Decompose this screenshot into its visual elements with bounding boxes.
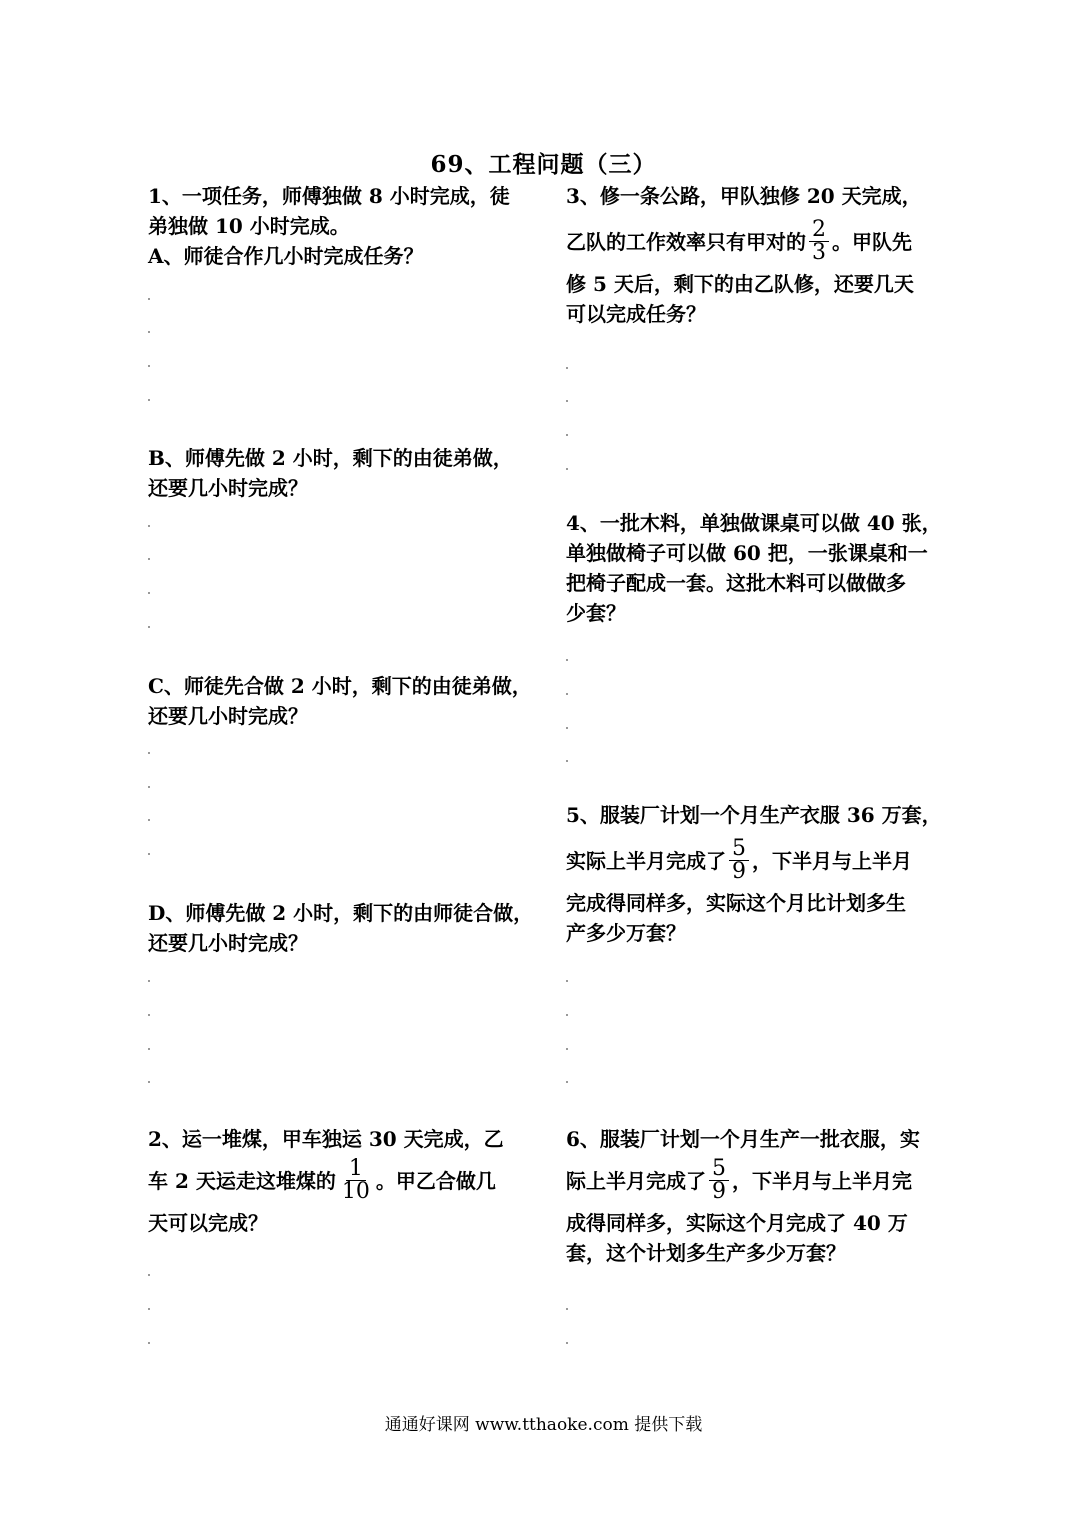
question-3: [566, 181, 951, 329]
footer-source: 通通好课网 www.tthaoke.com 提供下载: [384, 1415, 703, 1435]
scan-dot: [148, 786, 150, 788]
question-6: [566, 1124, 951, 1268]
scan-dot: [566, 1081, 568, 1083]
question-1: [148, 181, 538, 271]
fraction-denominator: 9: [732, 859, 746, 884]
fraction-five-ninths: [729, 838, 749, 883]
question-3-line-2-post: 。甲队先: [832, 230, 912, 254]
scan-dot: [148, 1274, 150, 1276]
question-3-line-2: [566, 215, 951, 269]
page-title: 69、工程问题（三）: [430, 151, 657, 178]
scan-dot: [566, 434, 568, 436]
fraction-denominator: 10: [341, 1179, 370, 1204]
question-5-line-2: [566, 834, 951, 888]
question-5-line-2-pre: 实际上半月完成了: [566, 849, 726, 873]
scan-dot: [148, 853, 150, 855]
question-3-line-1: 3、修一条公路，甲队独修 20 天完成，: [566, 184, 922, 208]
scan-dot: [148, 592, 150, 594]
question-4-line-2: 单独做椅子可以做 60 把，一张课桌和一: [566, 541, 928, 565]
scan-dot: [566, 980, 568, 982]
fraction-denominator: 9: [712, 1179, 726, 1204]
fraction-numerator: 5: [729, 838, 749, 861]
question-6-line-3: 成得同样多，实际这个月完成了 40 万: [566, 1211, 908, 1235]
question-1-line-2: 弟独做 10 小时完成。: [148, 214, 350, 238]
question-1a: A、师徒合作几小时完成任务？: [148, 244, 424, 268]
scan-dot: [148, 626, 150, 628]
question-4-line-3: 把椅子配成一套。这批木料可以做做多: [566, 571, 906, 595]
question-2-line-3: 天可以完成？: [148, 1211, 268, 1235]
scan-dot: [566, 400, 568, 402]
scan-dot: [566, 659, 568, 661]
fraction-denominator: 3: [812, 240, 826, 265]
question-2-line-1: 2、运一堆煤，甲车独运 30 天完成，乙: [148, 1127, 504, 1151]
scan-dot: [566, 693, 568, 695]
question-1b-line-1: B、师傅先做 2 小时，剩下的由徒弟做，: [148, 446, 513, 470]
question-1b-line-2: 还要几小时完成？: [148, 476, 308, 500]
scan-dot: [566, 727, 568, 729]
fraction-numerator: 5: [709, 1158, 729, 1181]
question-2-line-2-pre: 车 2 天运走这堆煤的: [148, 1169, 336, 1193]
question-1d-line-2: 还要几小时完成？: [148, 931, 308, 955]
question-1c: [148, 671, 538, 731]
scan-dot: [566, 1342, 568, 1344]
question-3-line-2-pre: 乙队的工作效率只有甲对的: [566, 230, 806, 254]
question-5-line-2-post: ，下半月与上半月: [752, 849, 912, 873]
scan-dot: [148, 399, 150, 401]
scan-dot: [148, 525, 150, 527]
scan-dot: [148, 980, 150, 982]
question-6-line-2: [566, 1154, 951, 1208]
scan-dot: [566, 760, 568, 762]
fraction-numerator: 1: [346, 1158, 366, 1181]
question-5-line-1: 5、服装厂计划一个月生产衣服 36 万套，: [566, 803, 942, 827]
scan-dot: [148, 1014, 150, 1016]
fraction-one-tenth: [339, 1158, 373, 1203]
question-5-line-4: 产多少万套？: [566, 921, 686, 945]
question-6-line-2-pre: 际上半月完成了: [566, 1169, 706, 1193]
fraction-numerator: 2: [809, 219, 829, 242]
question-6-line-1: 6、服装厂计划一个月生产一批衣服，实: [566, 1127, 920, 1151]
scan-dot: [148, 331, 150, 333]
question-3-line-3: 修 5 天后，剩下的由乙队修，还要几天: [566, 272, 914, 296]
scan-dot: [148, 1342, 150, 1344]
question-2-line-2-post: 。甲乙合做几: [375, 1169, 496, 1193]
question-5-line-3: 完成得同样多，实际这个月比计划多生: [566, 891, 906, 915]
question-6-line-2-post: ，下半月与上半月完: [732, 1169, 912, 1193]
question-5: [566, 800, 951, 948]
question-4-line-1: 4、一批木料，单独做课桌可以做 40 张，: [566, 511, 942, 535]
fraction-five-ninths: [709, 1158, 729, 1203]
scan-dot: [566, 468, 568, 470]
question-1b: [148, 443, 538, 503]
question-3-line-4: 可以完成任务？: [566, 302, 706, 326]
scan-dot: [566, 367, 568, 369]
scan-dot: [566, 1014, 568, 1016]
question-1d: [148, 898, 538, 958]
scan-dot: [566, 1308, 568, 1310]
scan-dot: [148, 1308, 150, 1310]
question-4-line-4: 少套？: [566, 601, 626, 625]
question-6-line-4: 套，这个计划多生产多少万套？: [566, 1241, 846, 1265]
question-1-line-1: 1、一项任务，师傅独做 8 小时完成，徒: [148, 184, 510, 208]
scan-dot: [148, 752, 150, 754]
scan-dot: [148, 819, 150, 821]
question-2-line-2: [148, 1154, 538, 1208]
scan-dot: [148, 1081, 150, 1083]
question-1c-line-1: C、师徒先合做 2 小时，剩下的由徒弟做，: [148, 674, 532, 698]
question-2: [148, 1124, 538, 1238]
scan-dot: [566, 1048, 568, 1050]
fraction-two-thirds: [809, 219, 829, 264]
question-4: [566, 508, 951, 628]
scan-dot: [148, 558, 150, 560]
scan-dot: [148, 365, 150, 367]
question-1d-line-1: D、师傅先做 2 小时，剩下的由师徒合做，: [148, 901, 534, 925]
scan-dot: [148, 1048, 150, 1050]
question-1c-line-2: 还要几小时完成？: [148, 704, 308, 728]
scan-dot: [148, 298, 150, 300]
